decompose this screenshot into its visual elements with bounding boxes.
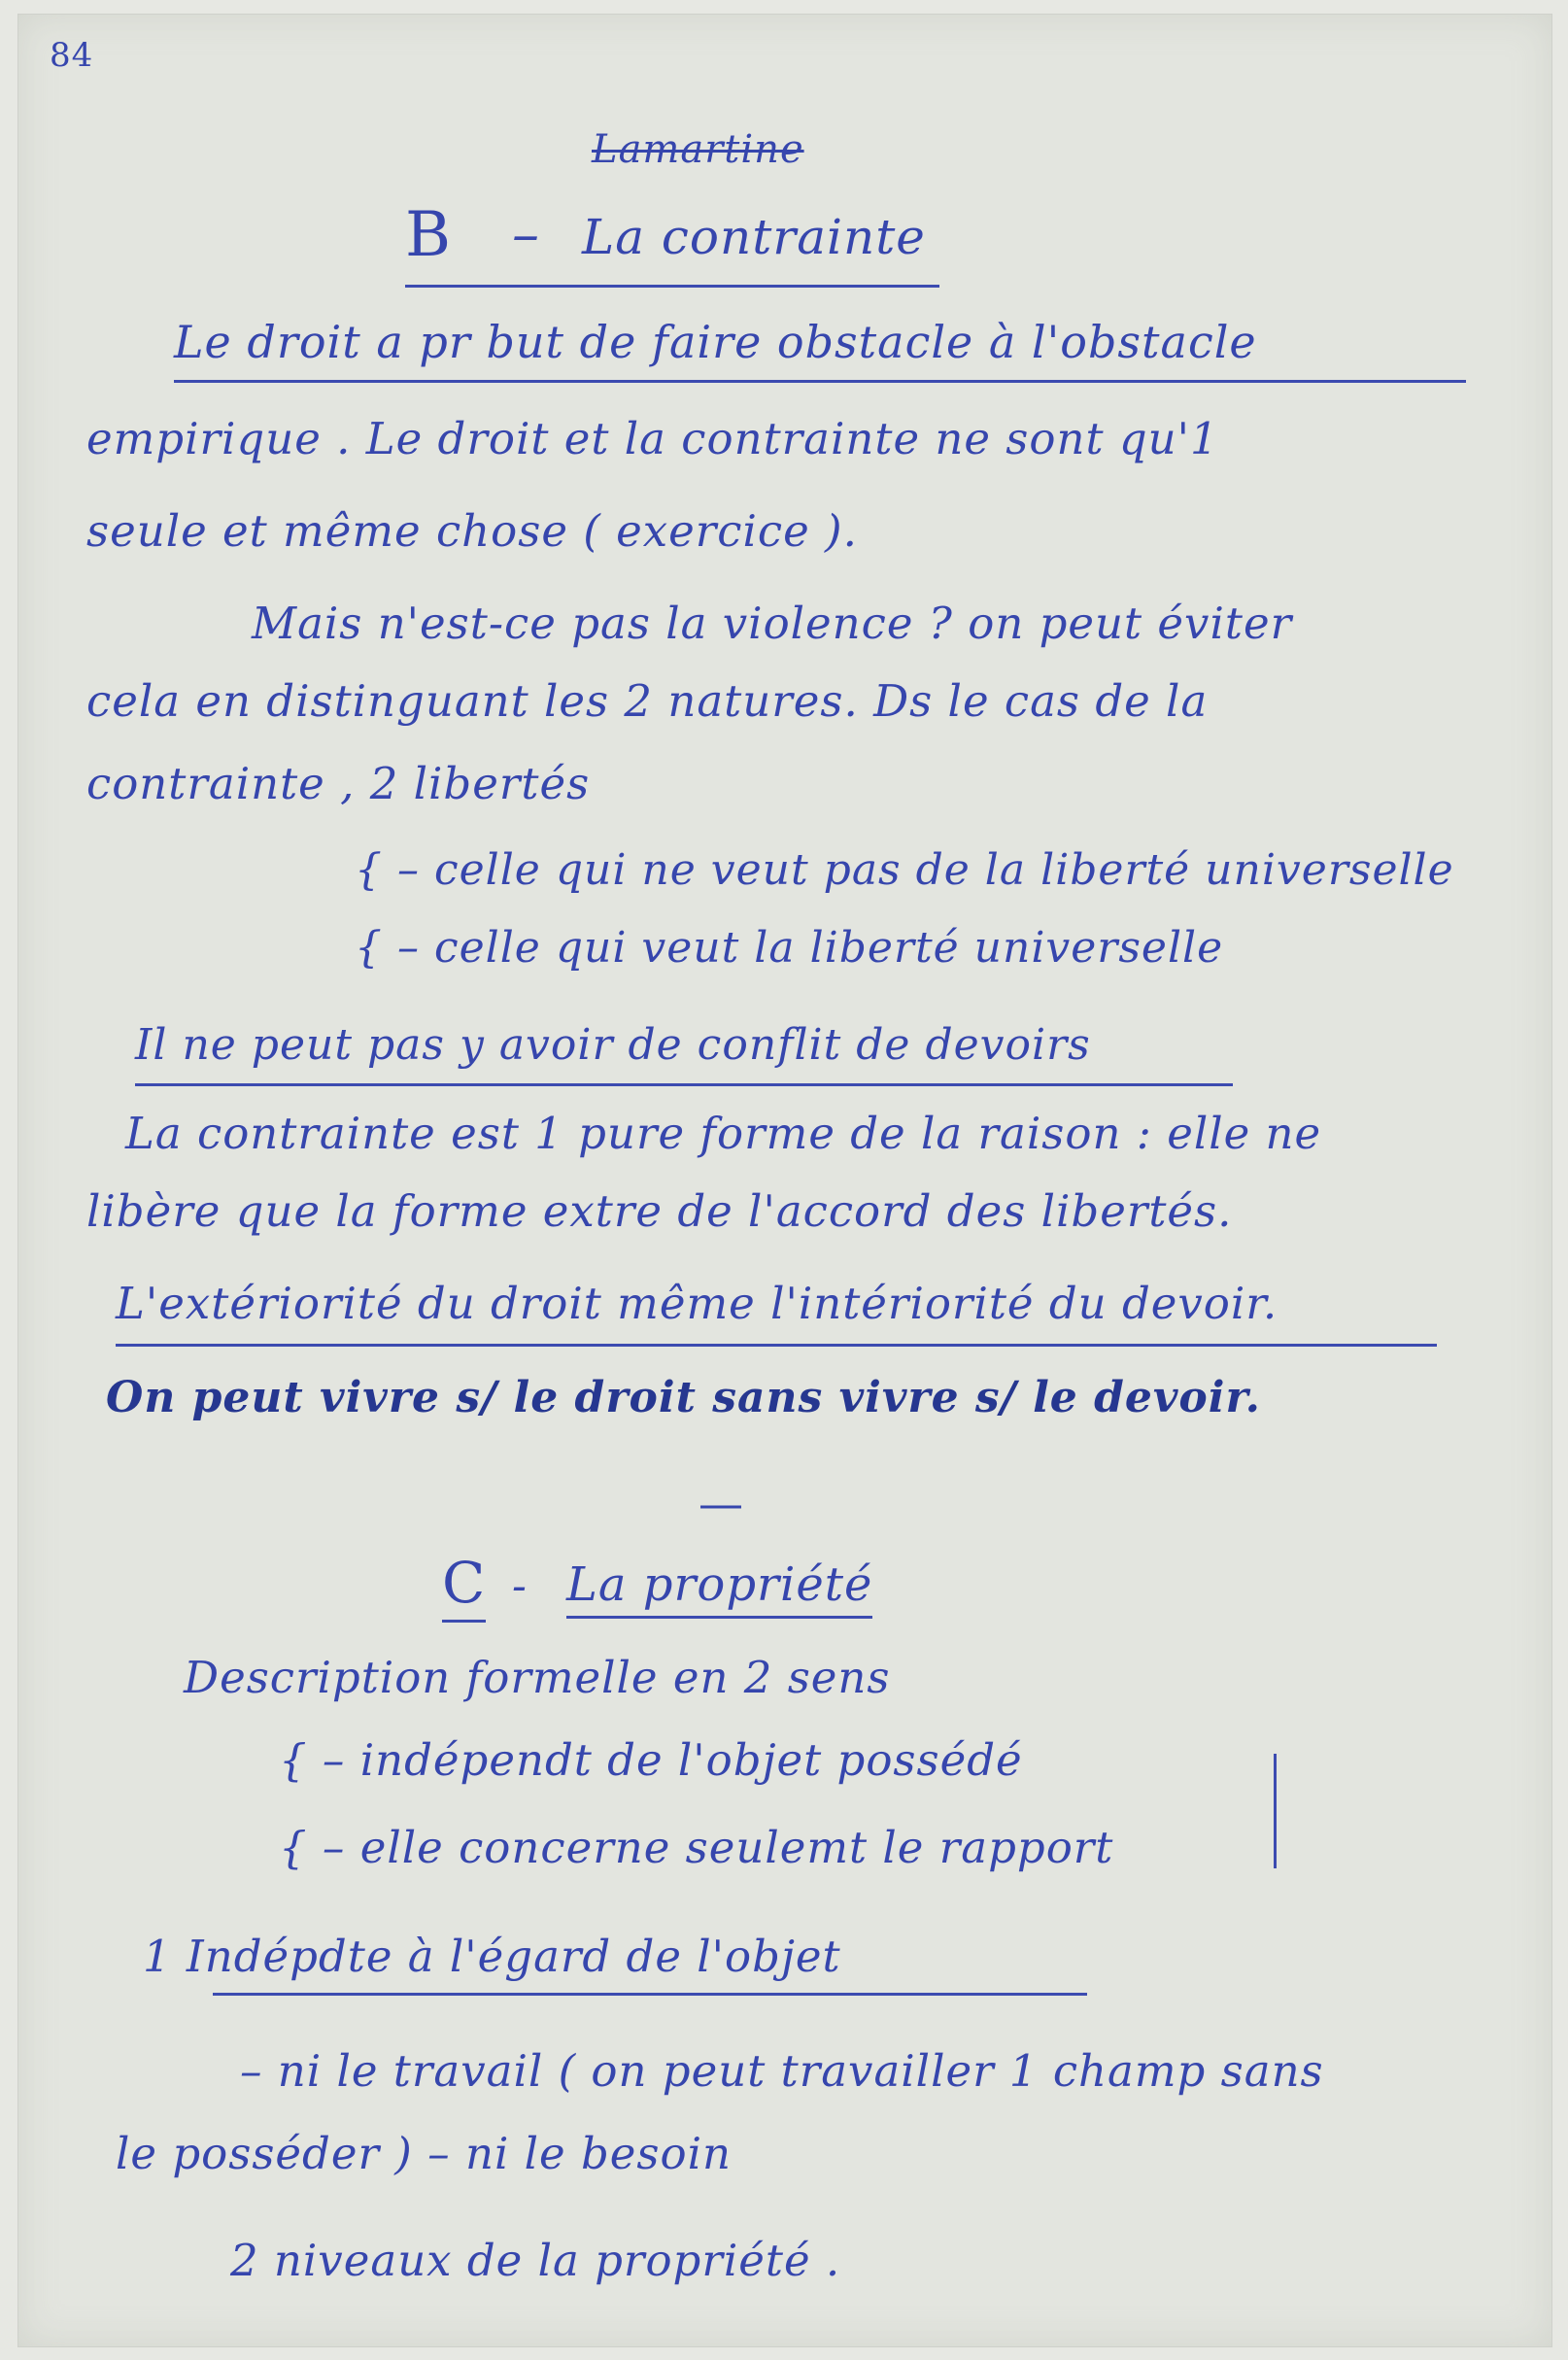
c-line-2: { – indépendt de l'objet possédé [279, 1734, 1023, 1786]
b-line-12: L'extériorité du droit même l'intériorité du devoir. [116, 1278, 1278, 1329]
c-line-4-underline [213, 1993, 1087, 1996]
section-b-underline [405, 285, 939, 288]
struck-heading: Lamartine [592, 127, 804, 172]
c-line-3: { – elle concerne seulemt le rapport [279, 1822, 1114, 1873]
section-c-dash: - [512, 1561, 528, 1611]
b-line-6: contrainte , 2 libertés [86, 758, 591, 809]
c-line-6: le posséder ) – ni le besoin [116, 2128, 732, 2179]
b-line-5: cela en distinguant les 2 natures. Ds le cas de la [86, 675, 1209, 727]
b-line-12-underline [116, 1344, 1437, 1347]
section-b-letter: B [405, 199, 453, 271]
b-line-1: Le droit a pr but de faire obstacle à l'obstacle [174, 316, 1257, 368]
c-line-7: 2 niveaux de la propriété . [230, 2235, 841, 2286]
b-line-4: Mais n'est-ce pas la violence ? on peut éviter [252, 598, 1293, 649]
section-separator: — [699, 1477, 744, 1529]
b-line-9: Il ne peut pas y avoir de conflit de devoirs [135, 1020, 1091, 1070]
section-b-title: La contrainte [582, 209, 926, 265]
b-line-10: La contrainte est 1 pure forme de la raison : elle ne [125, 1108, 1322, 1159]
section-c-title: La propriété [566, 1557, 872, 1619]
b-line-11: libère que la forme extre de l'accord des libertés. [86, 1185, 1233, 1237]
c-line-5: – ni le travail ( on peut travailler 1 champ sans [240, 2045, 1324, 2097]
section-b-dash: – [512, 203, 540, 266]
manuscript-page [17, 14, 1552, 2347]
c-line-1: Description formelle en 2 sens [184, 1652, 891, 1703]
section-c-letter: C [442, 1550, 486, 1623]
b-line-1-underline [174, 380, 1466, 383]
b-line-9-underline [135, 1083, 1233, 1086]
c-line-4: 1 Indépdte à l'égard de l'objet [143, 1931, 841, 1982]
folio-number: 84 [50, 36, 94, 75]
c-margin-bracket [1274, 1754, 1277, 1868]
b-line-7: { – celle qui ne veut pas de la liberté universelle [355, 845, 1454, 895]
b-line-13: On peut vivre s/ le droit sans vivre s/ le devoir. [106, 1373, 1261, 1422]
b-line-2: empirique . Le droit et la contrainte ne sont qu'1 [86, 413, 1219, 464]
b-line-8: { – celle qui veut la liberté universelle [355, 923, 1224, 973]
b-line-3: seule et même chose ( exercice ). [86, 505, 858, 557]
